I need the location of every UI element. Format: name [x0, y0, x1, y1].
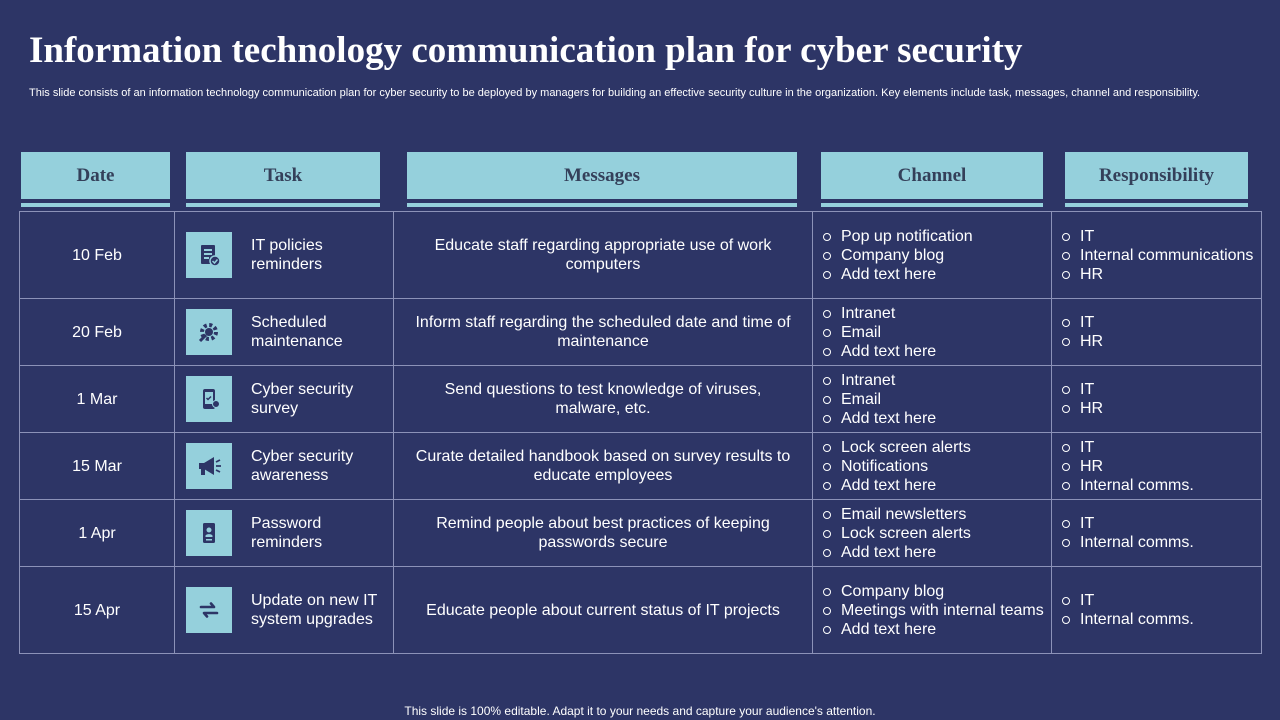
date-cell: 1 Apr [20, 500, 175, 567]
task-label: Update on new IT system upgrades [251, 592, 378, 628]
channel-item: Add text here [813, 409, 1051, 428]
table-row [20, 500, 1262, 567]
channel-item: Meetings with internal teams [813, 601, 1051, 620]
responsibility-item: HR [1052, 457, 1261, 476]
channel-item: Email [813, 390, 1051, 409]
message-cell: Curate detailed handbook based on survey results to educate employees [394, 433, 813, 500]
table-row [20, 433, 1262, 500]
channel-item: Email [813, 323, 1051, 342]
channel-item: Pop up notification [813, 227, 1051, 246]
channel-item: Company blog [813, 582, 1051, 601]
channel-cell [813, 366, 1052, 433]
channel-item: Add text here [813, 476, 1051, 495]
task-cell [175, 299, 394, 366]
responsibility-item: IT [1052, 591, 1261, 610]
date-cell: 20 Feb [20, 299, 175, 366]
channel-cell [813, 433, 1052, 500]
message-cell: Educate staff regarding appropriate use of work computers [394, 212, 813, 299]
update-arrows-icon [186, 587, 232, 633]
task-cell [175, 500, 394, 567]
responsibility-cell [1052, 299, 1262, 366]
table-row [20, 567, 1262, 654]
survey-phone-icon [186, 376, 232, 422]
channel-item: Lock screen alerts [813, 438, 1051, 457]
date-cell: 10 Feb [20, 212, 175, 299]
responsibility-item: IT [1052, 313, 1261, 332]
responsibility-cell [1052, 567, 1262, 654]
task-label: IT policies reminders [251, 237, 323, 273]
date-cell: 15 Apr [20, 567, 175, 654]
responsibility-item: IT [1052, 227, 1261, 246]
channel-item: Company blog [813, 246, 1051, 265]
table-row [20, 212, 1262, 299]
header-underline [21, 203, 170, 207]
task-cell [175, 567, 394, 654]
header-responsibility: Responsibility [1065, 152, 1248, 199]
task-label: Cyber security awareness [251, 448, 354, 484]
channel-cell [813, 500, 1052, 567]
channel-item: Intranet [813, 304, 1051, 323]
responsibility-item: Internal comms. [1052, 476, 1261, 495]
channel-cell [813, 567, 1052, 654]
responsibility-item: Internal comms. [1052, 610, 1261, 629]
header-underline [1065, 203, 1248, 207]
header-date: Date [21, 152, 170, 199]
header-underline [186, 203, 380, 207]
slide-title: Information technology communication plan for cyber security [29, 30, 1023, 71]
table-row [20, 299, 1262, 366]
channel-item: Intranet [813, 371, 1051, 390]
channel-item: Add text here [813, 620, 1051, 639]
header-underline [821, 203, 1043, 207]
communication-plan-table [19, 211, 1262, 654]
responsibility-cell [1052, 366, 1262, 433]
task-cell [175, 433, 394, 500]
megaphone-icon [186, 443, 232, 489]
channel-item: Add text here [813, 265, 1051, 284]
responsibility-item: IT [1052, 438, 1261, 457]
date-cell: 15 Mar [20, 433, 175, 500]
responsibility-item: HR [1052, 265, 1261, 284]
responsibility-cell [1052, 500, 1262, 567]
task-cell [175, 366, 394, 433]
responsibility-item: IT [1052, 514, 1261, 533]
task-label: Scheduled maintenance [251, 314, 343, 350]
date-cell: 1 Mar [20, 366, 175, 433]
channel-item: Add text here [813, 543, 1051, 562]
responsibility-cell [1052, 433, 1262, 500]
responsibility-item: HR [1052, 399, 1261, 418]
slide-footer: This slide is 100% editable. Adapt it to your needs and capture your audience's attention. [404, 704, 876, 718]
table-row [20, 366, 1262, 433]
header-task: Task [186, 152, 380, 199]
header-underline [407, 203, 797, 207]
responsibility-cell [1052, 212, 1262, 299]
channel-item: Add text here [813, 342, 1051, 361]
maintenance-gear-icon [186, 309, 232, 355]
header-channel: Channel [821, 152, 1043, 199]
channel-cell [813, 299, 1052, 366]
header-messages: Messages [407, 152, 797, 199]
message-cell: Remind people about best practices of keeping passwords secure [394, 500, 813, 567]
channel-item: Email newsletters [813, 505, 1051, 524]
password-badge-icon [186, 510, 232, 556]
message-cell: Send questions to test knowledge of viruses, malware, etc. [394, 366, 813, 433]
policy-document-icon [186, 232, 232, 278]
channel-item: Lock screen alerts [813, 524, 1051, 543]
task-cell [175, 212, 394, 299]
message-cell: Educate people about current status of IT projects [394, 567, 813, 654]
message-cell: Inform staff regarding the scheduled date and time of maintenance [394, 299, 813, 366]
slide-subtitle: This slide consists of an information technology communication plan for cyber security to be deployed by managers for building an effective security culture in the organization. Key elements include task, messages, channel and responsibility. [29, 87, 1201, 99]
responsibility-item: Internal comms. [1052, 533, 1261, 552]
channel-item: Notifications [813, 457, 1051, 476]
channel-cell [813, 212, 1052, 299]
responsibility-item: HR [1052, 332, 1261, 351]
responsibility-item: Internal communications [1052, 246, 1261, 265]
task-label: Password reminders [251, 515, 323, 551]
task-label: Cyber security survey [251, 381, 354, 417]
responsibility-item: IT [1052, 380, 1261, 399]
